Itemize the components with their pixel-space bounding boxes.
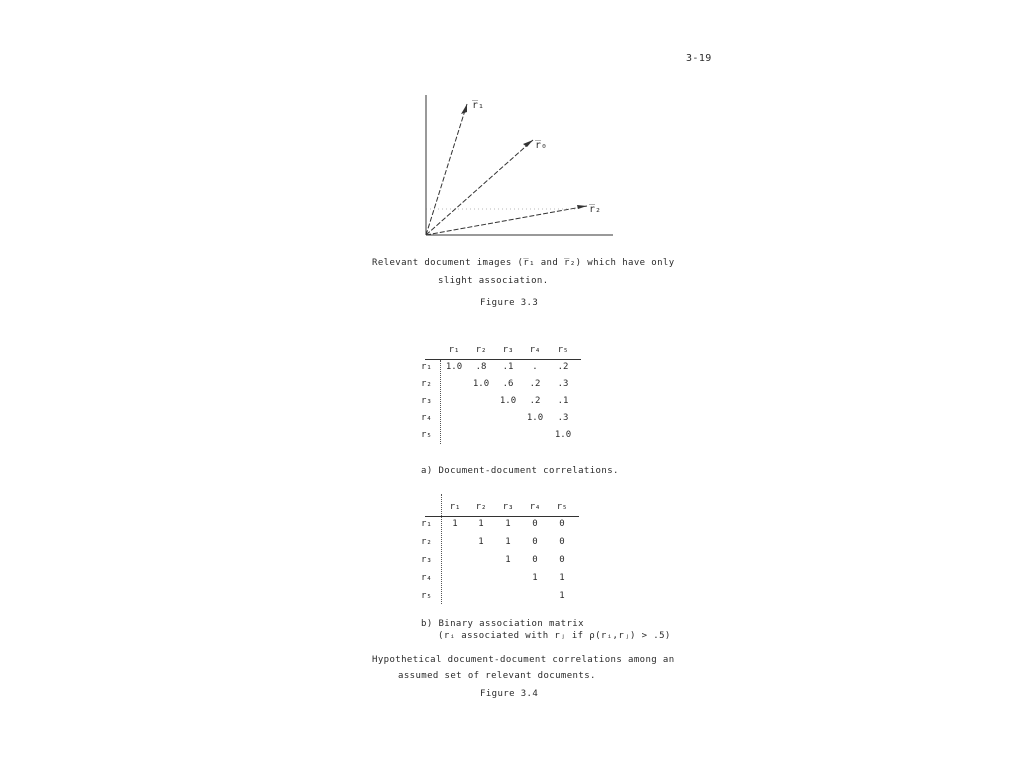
table-b-col-header: r₅ — [556, 502, 568, 512]
table-b-caption-line2: (rᵢ associated with rⱼ if ρ(rᵢ,rⱼ) > .5) — [438, 631, 671, 641]
table-a-cell: 1.0 — [445, 362, 463, 372]
table-a-cell: .1 — [502, 362, 514, 372]
table-b-row-header: r₅ — [421, 591, 432, 601]
label-r2: r̅₂ — [589, 204, 602, 215]
table-a-cell: .6 — [502, 379, 514, 389]
table-b-cell: 0 — [532, 519, 538, 529]
table-b-cell: 0 — [559, 537, 565, 547]
table-b-cell: 1 — [532, 573, 538, 583]
table-b-cell: 0 — [559, 555, 565, 565]
table-a-row-header: r₄ — [421, 413, 432, 423]
table-b-col-header: r₁ — [449, 502, 461, 512]
table-b-cell: 1 — [478, 537, 484, 547]
table-b-row-header: r₂ — [421, 537, 432, 547]
table-a-cell: .8 — [475, 362, 487, 372]
table-b-cell: 1 — [505, 519, 511, 529]
figure-3-4-caption-line1: Hypothetical document-document correlations among an — [372, 655, 675, 665]
table-a-caption: a) Document-document correlations. — [421, 466, 619, 476]
table-b-row-rule — [441, 494, 442, 604]
table-a-row-header: r₁ — [421, 362, 432, 372]
table-b-cell: 1 — [559, 591, 565, 601]
figure-3-3-caption-line2: slight association. — [438, 276, 549, 286]
table-b-cell: 1 — [559, 573, 565, 583]
table-a-cell: . — [532, 362, 538, 372]
table-a-row-header: r₃ — [421, 396, 432, 406]
table-a-cell: .1 — [557, 396, 569, 406]
table-b-row-header: r₃ — [421, 555, 432, 565]
label-r1: r̅₁ — [472, 100, 485, 111]
figure-3-4-label: Figure 3.4 — [480, 689, 539, 699]
arrowhead-r1 — [461, 104, 467, 114]
correlation-table — [415, 340, 595, 450]
vector-r0 — [426, 140, 533, 235]
table-b-row-header: r₄ — [421, 573, 432, 583]
arrowhead-r2 — [577, 205, 587, 209]
table-b-cell: 0 — [532, 537, 538, 547]
table-b-cell: 1 — [505, 555, 511, 565]
table-a-col-header: r₃ — [502, 345, 514, 355]
table-a-cell: 1.0 — [554, 430, 572, 440]
figure-3-3-caption-line1: Relevant document images (r̅₁ and r̅₂) which have only — [372, 258, 675, 268]
arrowhead-r0 — [523, 140, 533, 147]
table-a-cell: .3 — [557, 379, 569, 389]
table-b-row-header: r₁ — [421, 519, 432, 529]
table-b-cell: 1 — [505, 537, 511, 547]
table-a-cell: .2 — [529, 379, 541, 389]
table-a-cell: .3 — [557, 413, 569, 423]
table-a-cell: .2 — [529, 396, 541, 406]
vector-diagram — [415, 90, 615, 240]
table-b-col-header: r₄ — [529, 502, 541, 512]
table-b-col-header: r₃ — [502, 502, 514, 512]
table-b-col-header: r₂ — [475, 502, 487, 512]
table-b-header-rule — [425, 516, 579, 517]
table-b-caption-line1: b) Binary association matrix — [421, 619, 584, 629]
table-a-col-header: r₅ — [557, 345, 569, 355]
table-a-col-header: r₂ — [475, 345, 487, 355]
table-b-cell: 0 — [532, 555, 538, 565]
table-a-row-rule — [440, 360, 441, 444]
figure-3-4-caption-line2: assumed set of relevant documents. — [398, 671, 596, 681]
table-a-cell: 1.0 — [472, 379, 490, 389]
table-b-cell: 1 — [452, 519, 458, 529]
table-a-cell: 1.0 — [526, 413, 544, 423]
vector-r2 — [426, 206, 587, 235]
label-r0: r̅₀ — [535, 140, 548, 151]
table-a-row-header: r₅ — [421, 430, 432, 440]
table-a-cell: .2 — [557, 362, 569, 372]
vector-r1 — [426, 104, 467, 235]
table-a-header-rule — [425, 359, 581, 360]
table-a-cell: 1.0 — [499, 396, 517, 406]
table-a-col-header: r₁ — [448, 345, 460, 355]
table-b-cell: 1 — [478, 519, 484, 529]
table-a-col-header: r₄ — [529, 345, 541, 355]
binary-matrix-table — [415, 494, 595, 609]
figure-3-3-label: Figure 3.3 — [480, 298, 539, 308]
table-b-cell: 0 — [559, 519, 565, 529]
table-a-row-header: r₂ — [421, 379, 432, 389]
page-number: 3-19 — [686, 53, 712, 64]
